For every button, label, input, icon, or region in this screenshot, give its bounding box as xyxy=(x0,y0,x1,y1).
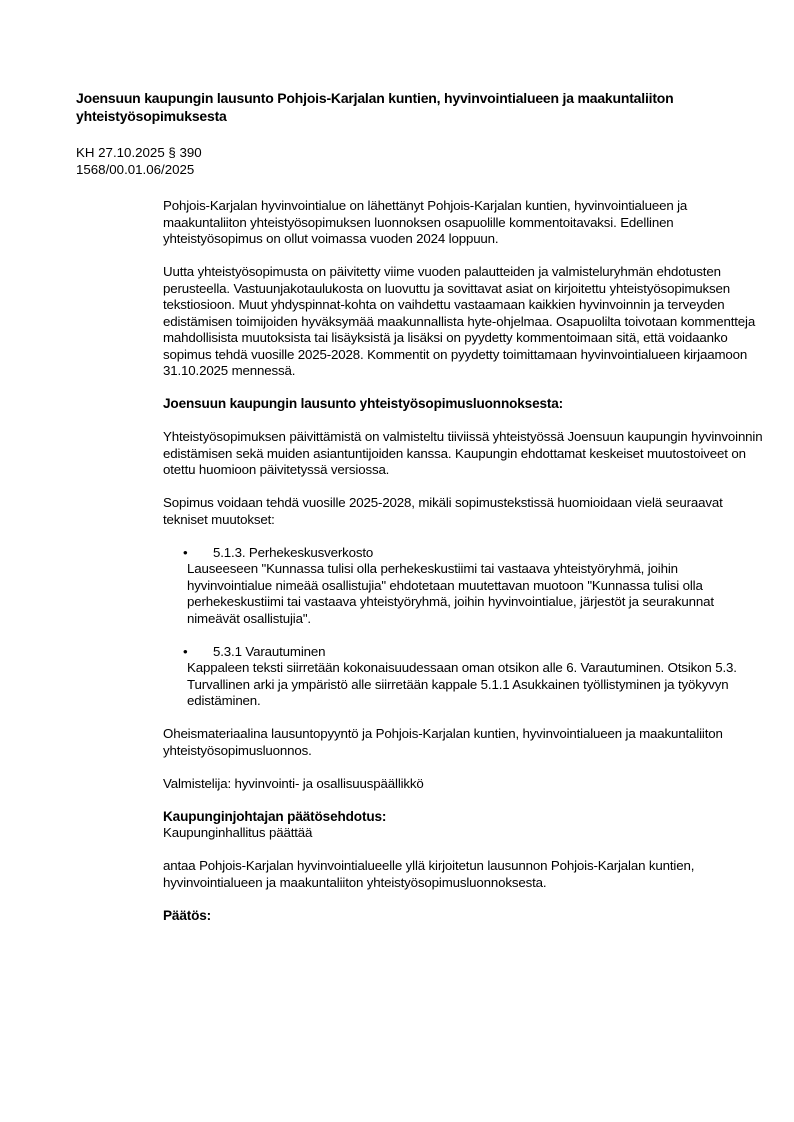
update-paragraph: Uutta yhteistyösopimusta on päivitetty viime vuoden palautteiden ja valmisteluryhmän ehdotusten perusteella. Vastuunjakotaulukosta on luovuttu ja sovittavat asiat on kirjoitettu yhteistyösopimuksen tekstiosioon. Muut yhdyspinnat-kohta on vaihdettu vastaamaan kaikkien hyvinvoinnin ja terveyden edistämisen toimijoiden hyväksymää maakunnallista hyte-ohjelmaa. Osapuolilta toivotaan kommentteja mahdollisista muutoksista tai lisäyksistä ja lisäksi on pyydetty kommentoimaan sitä, että voidaanko sopimus tehdä vuosille 2025-2028. Kommentit on pyydetty toimittamaan hyvinvointialueen kirjaamoon 31.10.2025 mennessä. xyxy=(163,264,756,378)
bullet-icon: • xyxy=(183,544,188,560)
session-reference: KH 27.10.2025 § 390 xyxy=(76,145,202,160)
record-number: 1568/00.01.06/2025 xyxy=(76,161,195,177)
intro-paragraph: Pohjois-Karjalan hyvinvointialue on lähettänyt Pohjois-Karjalan kuntien, hyvinvointialueen ja maakuntaliiton yhteistyösopimuksen luonnoksen osapuolille kommentoitavaksi. Edellinen yhteistyösopimus on ollut voimassa vuoden 2024 loppuun. xyxy=(163,198,688,246)
bullet-text: Lauseeseen "Kunnassa tulisi olla perhekeskustiimi tai vastaava yhteistyöryhmä, joihin hyvinvointialue nimeää osallistujia" ehdotetaan muutettavan muotoon "Kunnassa tulisi olla perhekeskustiimi tai vastaava yhteistyöryhmä, joihin hyvinvointialue, järjestöt ja seurakunnat nimeävät osallistujia". xyxy=(187,561,714,626)
proposal-intro: Kaupunginhallitus päättää xyxy=(163,825,313,840)
proposal-text: antaa Pohjois-Karjalan hyvinvointialueelle yllä kirjoitetun lausunnon Pohjois-Karjalan kuntien, hyvinvointialueen ja maakuntaliiton yhteistyösopimusluonnoksesta. xyxy=(163,858,695,890)
bullet-heading-row xyxy=(183,643,763,661)
preparer-line: Valmistelija: hyvinvointi- ja osallisuuspäällikkö xyxy=(163,775,424,791)
statement-paragraph-1: Yhteistyösopimuksen päivittämistä on valmisteltu tiiviissä yhteistyössä Joensuun kaupungin hyvinvoinnin edistämisen sekä muiden asiantuntijoiden kanssa. Kaupungin ehdottamat keskeiset muutostoiveet on otettu huomioon päivitetyssä versiossa. xyxy=(163,429,763,477)
bullet-item xyxy=(183,643,763,710)
document-title: Joensuun kaupungin lausunto Pohjois-Karjalan kuntien, hyvinvointialueen ja maakuntaliiton yhteistyösopimuksesta xyxy=(76,90,674,124)
bullet-heading-row xyxy=(183,544,763,562)
proposal-heading: Kaupunginjohtajan päätösehdotus: xyxy=(163,808,387,824)
bullet-text: Kappaleen teksti siirretään kokonaisuudessaan oman otsikon alle 6. Varautuminen. Otsikon 5.3. Turvallinen arki ja ympäristö alle siirretään kappale 5.1.1 Asukkainen työllistyminen ja työkyvyn edistäminen. xyxy=(187,660,737,708)
document-meta xyxy=(76,145,202,178)
statement-heading: Joensuun kaupungin lausunto yhteistyösopimusluonnoksesta: xyxy=(163,396,564,411)
statement-paragraph-2: Sopimus voidaan tehdä vuosille 2025-2028, mikäli sopimustekstissä huomioidaan vielä seuraavat tekniset muutokset: xyxy=(163,495,723,527)
bullet-heading: 5.1.3. Perhekeskusverkosto xyxy=(213,544,374,560)
bullet-icon: • xyxy=(183,643,188,659)
attachment-paragraph: Oheismateriaalina lausuntopyyntö ja Pohjois-Karjalan kuntien, hyvinvointialueen ja maakuntaliiton yhteistyösopimusluonnos. xyxy=(163,726,723,758)
decision-heading: Päätös: xyxy=(163,907,212,923)
bullet-heading: 5.3.1 Varautuminen xyxy=(213,643,326,659)
document-body xyxy=(163,198,763,941)
bullet-item xyxy=(183,544,763,628)
